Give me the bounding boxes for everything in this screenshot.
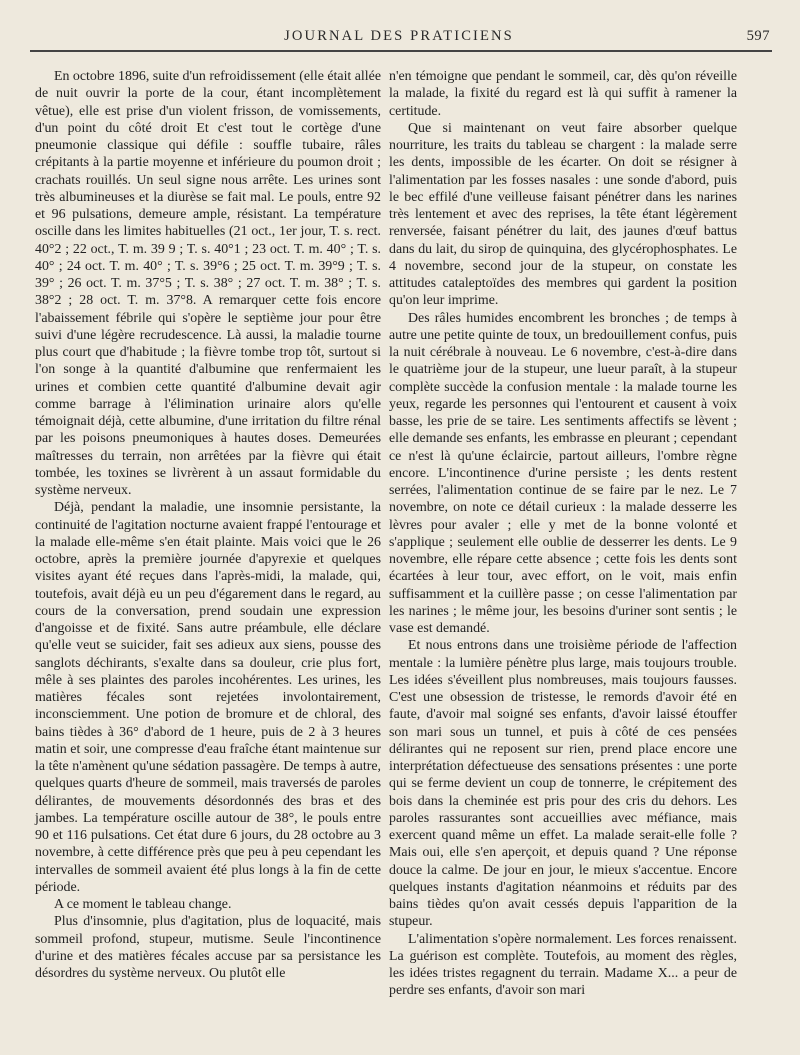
journal-title: JOURNAL DES PRATICIENS: [284, 28, 514, 44]
paragraph: Déjà, pendant la maladie, une insomnie persistante, la continuité de l'agitation nocturne avaient frappé l'entourage et la malade elle-même s'en était plainte. Mais voici que le 26 octobre, après la première journée d'apyrexie et quelques visites ayant été reçues dans l'après-midi, la malade, qui, toutefois, avait déjà eu un peu d'égarement dans le regard, au cours de la conversation, prend soudain une expression d'angoisse et de fixité. Sans autre préambule, elle déclare qu'elle veut se suicider, fait ses adieux aux siens, pousse des sanglots déchirants, s'exalte dans sa douleur, crie plus fort, mêle à ses plaintes des paroles incohérentes. Les urines, les matières fécales sont rejetées involontairement, inconsciemment. Une potion de bromure et de chloral, des bains tièdes à 36° d'abord de 1 heure, puis de 2 à 3 heures matin et soir, une compresse d'eau fraîche étant maintenue sur la tête n'amènent qu'une sédation passagère. De temps à autre, quelques quarts d'heure de sommeil, mais traversés de paroles délirantes, de mouvements désordonnés des bras et des jambes. La température oscille autour de 38°, le pouls entre 90 et 116 pulsations. Cet état dure 6 jours, du 28 octobre au 3 novembre, à cette différence près que peu à peu cependant les intervalles de sommeil avaient été plus longs à la fin de cette période.: [35, 500, 381, 895]
running-header: [28, 28, 770, 50]
left-column: [35, 68, 381, 982]
right-column: [389, 68, 737, 1000]
paragraph: Des râles humides encombrent les bronches ; de temps à autre une petite quinte de toux, un bredouillement confus, puis la nuit cérébrale à nouveau. Le 6 novembre, c'est-à-dire dans le quatrième jour de la stupeur, une lueur paraît, à la stupeur complète succède la confusion mentale : la malade tourne les yeux, regarde les personnes qui l'entourent et causent à voix basse, les prie de se taire. Les sentiments affectifs se lèvent ; elle demande ses enfants, les embrasse en pleurant ; cependant ce n'est là qu'une éclaircie, partout ailleurs, l'ombre règne encore. L'incontinence d'urine persiste ; les dents restent serrées, l'alimentation continue de se faire par le nez. Le 7 novembre, on note ce détail curieux : la malade desserre les lèvres pour avaler ; elle y met de la bonne volonté et s'applique ; seulement elle oublie de desserrer les dents. Le 9 novembre, elle répare cette absence ; cette fois les dents sont écartées à leur tour, avec effort, on le voit, mais enfin suffisamment et la cuillère passe ; on cesse l'alimentation par les narines ; le même jour, les besoins d'uriner sont sentis ; le vase est demandé.: [389, 310, 737, 636]
page-number: 597: [746, 28, 770, 44]
paragraph: En octobre 1896, suite d'un refroidissement (elle était allée de nuit ouvrir la porte de la cour, étant incomplètement vêtue), elle est prise d'un violent frisson, de vomissements, d'un point du côté droit Et c'est tout le cortège d'une pneumonie classique qui défile : souffle tubaire, râles crépitants à la partie moyenne et inférieure du poumon droit ; crachats rouillés. Un seul signe nous arrête. Les urines sont très albumineuses et la diurèse se fait mal. Le pouls, entre 92 et 96 pulsations, demeure ample, résistant. La température oscille dans les limites habituelles (21 oct., 1er jour, T. s. rect. 40°2 ; 22 oct., T. m. 39 9 ; T. s. 40°1 ; 23 oct. T. m. 40° ; T. s. 40° ; 24 oct. T. m. 40° ; T. s. 39°6 ; 25 oct. T. m. 39°9 ; T. s. 39° ; 26 oct. T. m. 37°5 ; T. s. 38° ; 27 oct. T. m. 38° ; T. s. 38°2 ; 28 oct. T. m. 37°8. A remarquer cette fois encore l'abaissement fébrile qui s'opère le septième jour pour être suivi d'une légère recrudescence. Là aussi, la maladie tourne plus court que d'habitude ; la fièvre tombe trop tôt, surtout si l'on songe à la quantité d'albumine que renfermaient les urines et combien cette quantité d'albumine devait agir comme barrage à l'élimination urinaire alors qu'elle témoignait déjà, cette albumine, d'une irritation du filtre rénal par les poisons pneumoniques à hautes doses. Demeurées maîtresses du terrain, non arrêtées par la fièvre qui était tombée, les toxines se livrèrent à un assaut formidable du système nerveux.: [35, 69, 381, 498]
header-rule: [30, 50, 772, 52]
paragraph: Que si maintenant on veut faire absorber quelque nourriture, les traits du tableau se chargent : la malade serre les dents, impossible de les écarter. On doit se résigner à l'alimentation par les fosses nasales : une sonde d'abord, puis le bec effilé d'une veilleuse faisant pénétrer dans les narines très lentement et avec des reprises, la tête étant légèrement renversée, faisant pénétrer du lait, des jaunes d'œuf battus dans du lait, du sirop de quinquina, des glycérophosphates. Le 4 novembre, second jour de la stupeur, on constate les attitudes cataleptoïdes des membres qui gardent la position qu'on leur imprime.: [389, 120, 737, 309]
paragraph: A ce moment le tableau change.: [54, 897, 232, 912]
paragraph: n'en témoigne que pendant le sommeil, car, dès qu'on réveille la malade, la fixité du regard est là qui suffit à ramener la certitude.: [389, 69, 737, 119]
paragraph: Plus d'insomnie, plus d'agitation, plus de loquacité, mais sommeil profond, stupeur, mutisme. Seule l'incontinence d'urine et des matières fécales accuse par sa persistance les désordres du système nerveux. Ou plutôt elle: [35, 914, 381, 981]
paragraph: L'alimentation s'opère normalement. Les forces renaissent. La guérison est complète. Toutefois, au moment des règles, les idées tristes regagnent du terrain. Madame X... a peur de perdre ses enfants, d'avoir son mari: [389, 931, 737, 999]
paragraph: Et nous entrons dans une troisième période de l'affection mentale : la lumière pénètre plus large, mais toujours trouble. Les idées s'éveillent plus nombreuses, mais toujours fausses. C'est une obsession de tristesse, le remords d'avoir été en faute, d'avoir mal soigné ses enfants, d'avoir laissé étouffer son mari sous un tunnel, et puis à côté de ces pensées délirantes qui ne reposent sur rien, prend place encore une interprétation défectueuse des sensations présentes : une porte qui se ferme devient un coup de tonnerre, le crépitement des bois dans la cheminée est pris pour des cris du dehors. Les paroles rassurantes sont accueillies avec méfiance, mais exercent quand même un effet. La malade serait-elle folle ? Mais oui, elle s'en aperçoit, et depuis quand ? Une réponse douce la calme. De jour en jour, le mieux s'accentue. Encore quelques instants d'agitation néanmoins et réduits par des bains tièdes qu'on avait cessés depuis l'apparition de la stupeur.: [389, 638, 737, 930]
